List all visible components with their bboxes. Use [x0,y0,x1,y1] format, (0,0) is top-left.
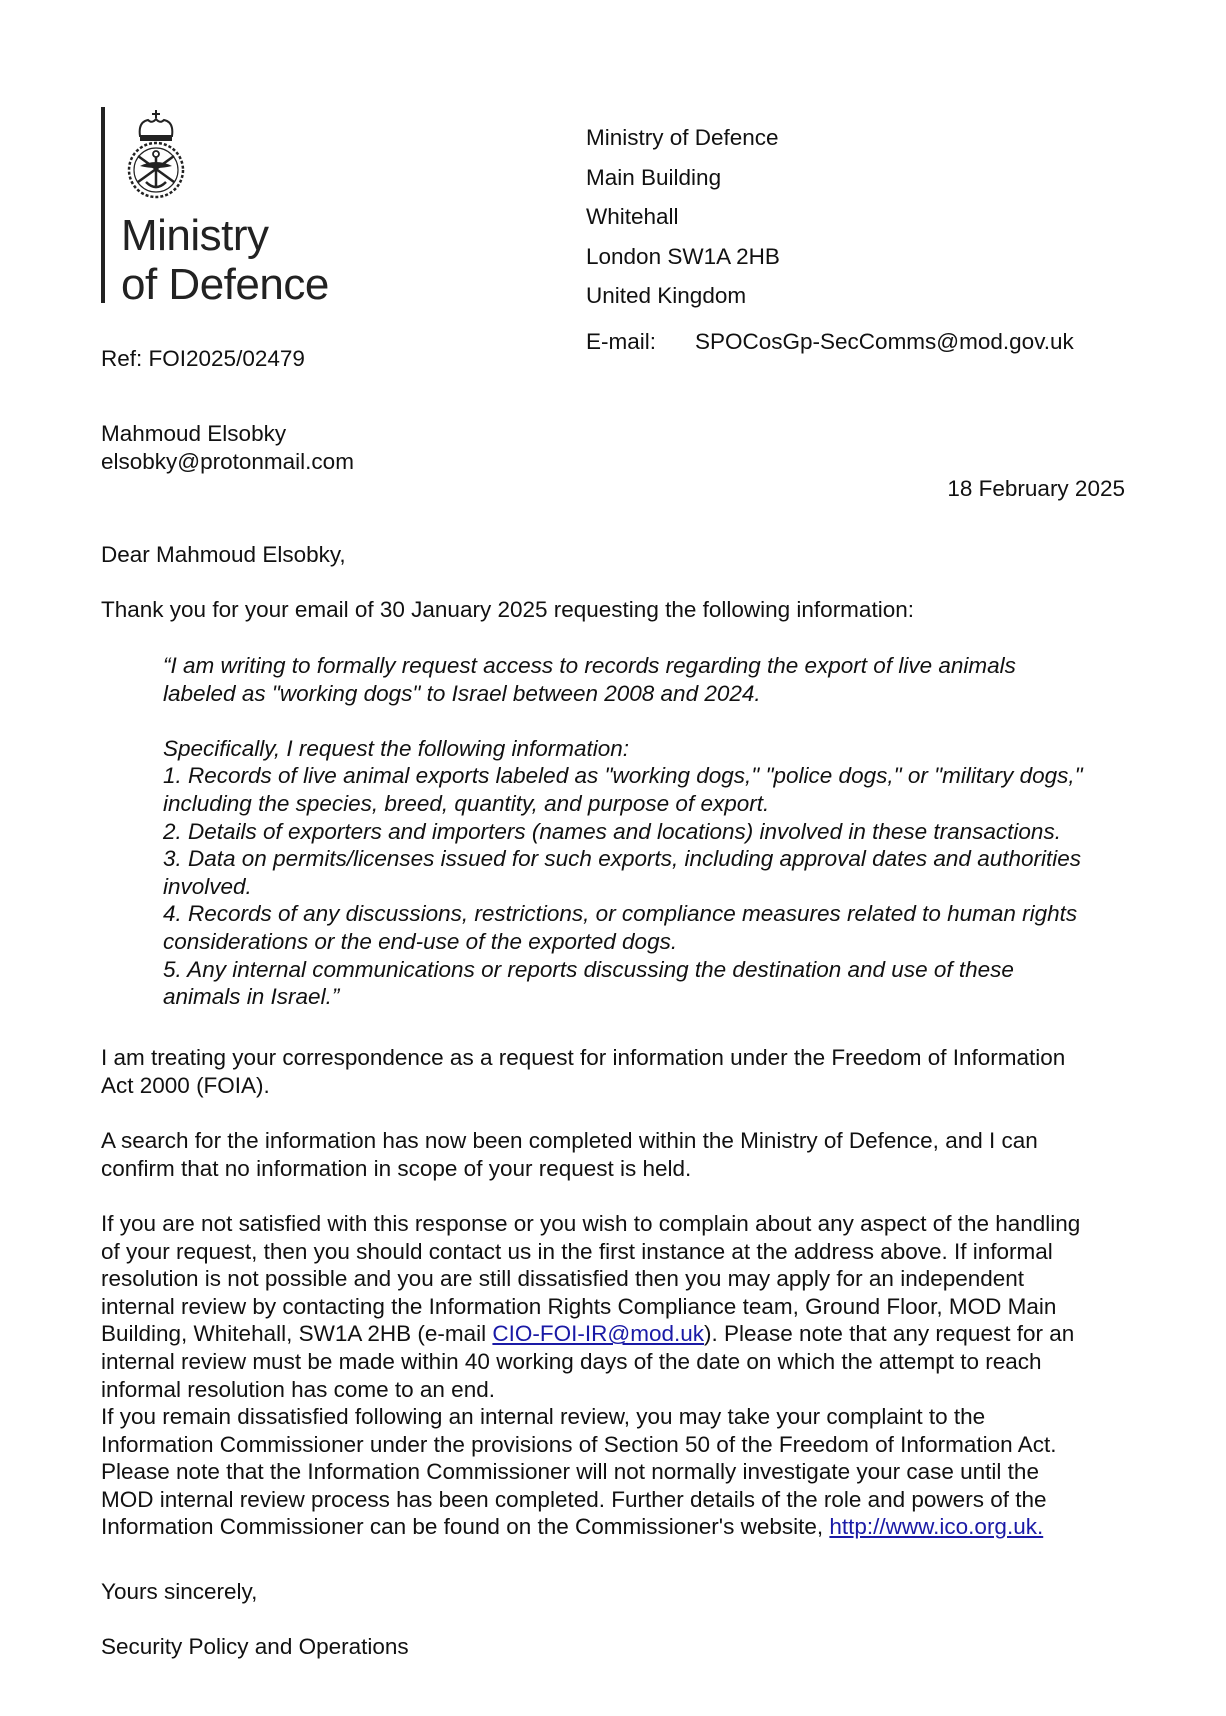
paragraph-line: Please note that the Information Commissioner will not normally investigate your case until the [101,1459,1039,1485]
quote-line: “I am writing to formally request access to records regarding the export of live animals [163,653,1016,678]
address-line: London SW1A 2HB [586,243,780,269]
paragraph-line: resolution is not possible and you are still dissatisfied then you may apply for an independent [101,1266,1025,1292]
quote-line: considerations or the end-use of the exported dogs. [163,928,678,954]
email-label: E-mail: [586,329,657,354]
paragraph-line: internal review by contacting the Information Rights Compliance team, Ground Floor, MOD Main [101,1293,1057,1319]
quote-line: labeled as "working dogs" to Israel between 2008 and 2024. [163,680,761,706]
logo-line-ministry: Ministry [121,211,269,260]
paragraph-line: informal resolution has come to an end. [101,1376,495,1402]
paragraph-line: I am treating your correspondence as a request for information under the Freedom of Information [101,1045,1066,1070]
foi-review-email-link[interactable]: CIO-FOI-IR@mod.uk [492,1321,705,1347]
paragraph-line: Act 2000 (FOIA). [101,1072,270,1098]
ico-paragraph [101,1403,1151,1541]
sender-address [586,118,780,316]
quote-list-item-5 [163,956,1163,1011]
quote-list-item-2 [163,818,1163,846]
quote-line: 4. Records of any discussions, restrictions, or compliance measures related to human rights [163,901,1078,927]
logo-divider-bar [101,107,105,303]
quote-line: animals in Israel.” [163,984,340,1010]
paragraph-line: A search for the information has now been completed within the Ministry of Defence, and I can [101,1128,1038,1153]
closing: Yours sincerely, [101,1579,258,1604]
line-text: ). Please note that any request for an [704,1321,1075,1347]
recipient-block [101,420,354,475]
paragraph-line: of your request, then you should contact us in the first instance at the address above. If informal [101,1238,1053,1264]
paragraph-line: confirm that no information in scope of your request is held. [101,1155,692,1181]
quote-line: 2. Details of exporters and importers (names and locations) involved in these transactions. [163,818,1061,844]
line-text: Building, Whitehall, SW1A 2HB (e-mail [101,1321,493,1347]
recipient-email: elsobky@protonmail.com [101,448,354,474]
foia-paragraph [101,1044,1151,1099]
quote-list-heading: Specifically, I request the following information: [163,735,630,761]
logo-line-of-defence: of Defence [121,260,329,309]
signature: Security Policy and Operations [101,1634,409,1659]
paragraph-line: MOD internal review process has been completed. Further details of the role and powers of the [101,1486,1047,1512]
search-result-paragraph [101,1127,1151,1182]
paragraph-line [101,1513,1151,1541]
sender-email: SPOCosGp-SecComms@mod.gov.uk [695,329,1074,354]
sender-email-row [586,328,1074,356]
paragraph-line: internal review must be made within 40 working days of the date on which the attempt to reach [101,1348,1042,1374]
reference-number: Ref: FOI2025/02479 [101,346,305,371]
mod-wordmark [121,211,329,309]
intro-paragraph: Thank you for your email of 30 January 2025 requesting the following information: [101,597,914,622]
address-line: Whitehall [586,204,679,230]
paragraph-line: If you remain dissatisfied following an internal review, you may take your complaint to the [101,1404,986,1429]
salutation: Dear Mahmoud Elsobky, [101,542,346,567]
mod-crest-icon [120,108,192,202]
quote-line: 3. Data on permits/licenses issued for such exports, including approval dates and authorities [163,846,1082,872]
recipient-name: Mahmoud Elsobky [101,421,287,446]
quote-line: 1. Records of live animal exports labeled as "working dogs," "police dogs," or "military dogs," [163,763,1083,789]
paragraph-line: If you are not satisfied with this response or you wish to complain about any aspect of the handling [101,1211,1081,1236]
letter-date: 18 February 2025 [947,476,1125,501]
ico-website-link[interactable]: http://www.ico.org.uk. [829,1514,1044,1540]
internal-review-paragraph [101,1210,1151,1403]
address-line: Ministry of Defence [586,125,779,150]
paragraph-line [101,1320,1151,1348]
quote-list-item-4 [163,900,1163,955]
address-line: Main Building [586,164,722,190]
quoted-request [163,652,1163,1011]
paragraph-line: Information Commissioner under the provisions of Section 50 of the Freedom of Information Act. [101,1431,1057,1457]
address-line: United Kingdom [586,283,747,309]
quote-list-item-1 [163,762,1163,817]
quote-line: 5. Any internal communications or reports discussing the destination and use of these [163,956,1014,982]
quote-line: involved. [163,873,252,899]
quote-line: including the species, breed, quantity, and purpose of export. [163,790,770,816]
quote-list-item-3 [163,845,1163,900]
line-text: Information Commissioner can be found on the Commissioner's website, [101,1514,830,1540]
